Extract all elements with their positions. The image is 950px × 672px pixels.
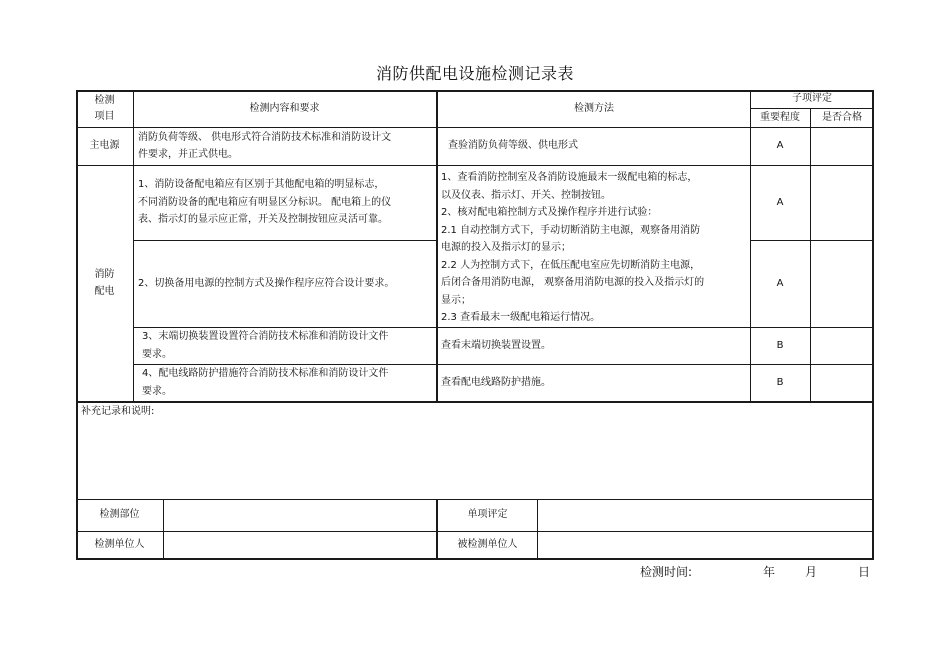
content-fire-1: 1、消防设备配电箱应有区别于其他配电箱的明显标志， 不同消防设备的配电箱应有明显区分标识。 配电箱上的仪 表、指示灯的显示应正常，开关及控制按钮应灵活可靠。 [138,179,392,226]
pass-main-power[interactable] [810,127,874,165]
item-main-power: 主电源 [89,140,120,152]
grade-fire-1: A [776,196,784,208]
label-inspected-person: 被检测单位人 [457,538,518,550]
grade-fire-3: B [776,339,784,351]
field-single-eval[interactable] [538,499,872,531]
page-title: 消防供配电设施检测记录表 [375,64,574,83]
header-importance: 重要程度 [760,111,800,123]
footer-day: 日 [858,565,871,579]
header-method: 检测方法 [574,102,614,114]
notes-label: 补充记录和说明: [81,406,155,417]
header-item: 检测 项目 [94,94,115,122]
footer-year: 年 [763,565,776,579]
header-content: 检测内容和要求 [249,102,320,114]
label-unit-person: 检测单位人 [94,538,145,550]
pass-fire-4[interactable] [810,364,874,401]
inspection-table [76,90,874,560]
field-dept[interactable] [164,499,436,531]
field-inspected-person[interactable] [538,531,872,558]
label-dept: 检测部位 [99,509,140,521]
method-fire-4: 查看配电线路防护措施。 [441,376,551,388]
content-fire-2: 2、切换备用电源的控制方式及操作程序应符合设计要求。 [138,277,395,289]
method-fire-1-2: 1、查看消防控制室及各消防设施最末一级配电箱的标志， 以及仪表、指示灯、开关、控制按钮。 2、核对配电箱控制方式及操作程序并进行试验： 2.1 自动控制方式下，手动切断消防主电源，观察备用消防 电源的投入及指示灯的显示； 2.2 人为控制方式下，在低压配电室应先切断消防主电源， 后闭合备用消防电源， 观察备用消防电源的投入及指示灯的 显示； 2.3 查看最末一级配电箱运行情况。 [441,172,705,323]
grade-main-power: A [776,140,784,152]
method-fire-3: 查看末端切换装置设置。 [441,339,551,351]
content-fire-4: 4、配电线路防护措施符合消防技术标准和消防设计文件 要求。 [142,368,389,397]
header-pass: 是否合格 [822,111,862,123]
header-sub-eval: 子项评定 [792,93,832,105]
pass-fire-1[interactable] [810,165,874,240]
pass-fire-2[interactable] [810,240,874,327]
content-main-power: 消防负荷等级、 供电形式符合消防技术标准和消防设计文 件要求，并正式供电。 [138,131,392,160]
content-fire-3: 3、末端切换装置设置符合消防技术标准和消防设计文件 要求。 [142,331,389,360]
label-single-eval: 单项评定 [467,509,508,521]
item-fire-power: 消防 配电 [94,268,115,297]
table-border-bottom [76,558,874,560]
col-item [133,90,134,401]
col-content [436,90,438,401]
pass-fire-3[interactable] [810,327,874,364]
footer-time-label: 检测时间: [640,565,693,579]
grade-fire-4: B [776,376,784,388]
notes-area[interactable] [78,423,872,499]
grade-fire-2: A [776,277,784,289]
field-unit-person[interactable] [164,531,436,558]
footer-month: 月 [805,565,818,579]
method-main-power: 查验消防负荷等级、供电形式 [448,140,578,152]
